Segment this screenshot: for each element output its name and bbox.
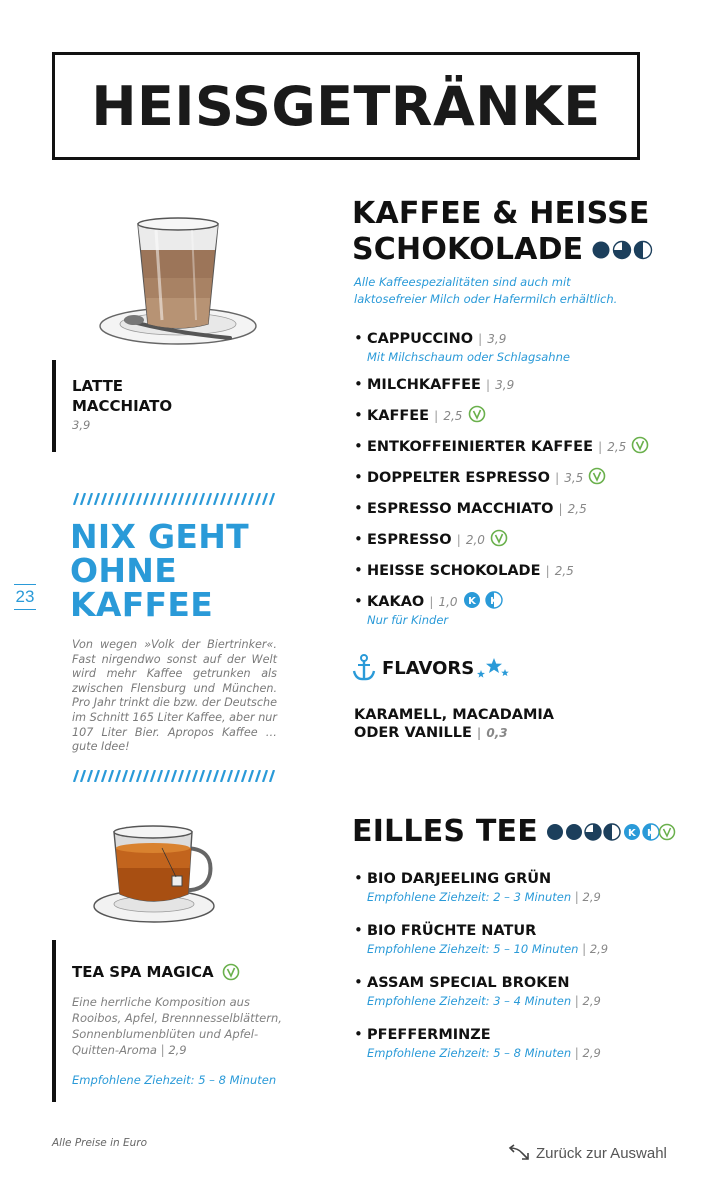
item-name: ESPRESSO xyxy=(367,532,452,548)
slash-divider-bottom xyxy=(72,770,277,782)
nix-title-line1: NIX GEHT xyxy=(70,517,249,556)
tea-menu-list xyxy=(354,868,608,1076)
item-name: DOPPELTER ESPRESSO xyxy=(367,470,550,486)
vegan-icon xyxy=(468,405,486,423)
price-currency-note: Alle Preise in Euro xyxy=(52,1137,148,1149)
item-name: ESPRESSO MACCHIATO xyxy=(367,501,554,517)
item-price: 3,5 xyxy=(564,471,584,485)
tea-section-title: EILLES TEE xyxy=(352,814,538,849)
svg-text:K: K xyxy=(489,596,498,607)
item-steep: Empfohlene Ziehzeit: 5 – 10 Minuten xyxy=(367,942,579,956)
price-separator: | xyxy=(456,533,461,547)
item-name: BIO DARJEELING GRÜN xyxy=(367,871,552,887)
price-separator: | xyxy=(160,1043,165,1057)
item-price: 1,0 xyxy=(438,595,458,609)
menu-item-cappuccino xyxy=(354,328,649,374)
price-separator: | xyxy=(574,1046,579,1060)
vegan-icon xyxy=(222,963,240,981)
return-arrow-icon xyxy=(508,1144,530,1162)
page-number: 23 xyxy=(14,584,36,610)
price-separator: | xyxy=(582,942,587,956)
nix-title-line2: OHNE xyxy=(70,551,178,590)
vegan-icon xyxy=(631,436,649,454)
price-separator: | xyxy=(434,409,439,423)
flavors-line2: ODER VANILLE xyxy=(354,725,472,741)
tea-spa-magica-block xyxy=(52,940,296,1102)
item-steep: Empfohlene Ziehzeit: 2 – 3 Minuten xyxy=(367,890,572,904)
latte-price: 3,9 xyxy=(72,418,91,432)
title-box xyxy=(52,52,640,160)
menu-item-entkoffeinierter-kaffee xyxy=(354,436,649,467)
menu-item-assam xyxy=(354,972,608,1024)
item-steep: Empfohlene Ziehzeit: 5 – 8 Minuten xyxy=(367,1046,572,1060)
price-separator: | xyxy=(429,595,434,609)
menu-item-bio-fruechte xyxy=(354,920,608,972)
menu-item-heisse-schokolade xyxy=(354,560,649,591)
svg-text:K: K xyxy=(646,828,655,839)
anchor-icon xyxy=(352,654,376,682)
latte-name-line1: LATTE xyxy=(72,377,124,395)
item-name: BIO FRÜCHTE NATUR xyxy=(367,923,537,939)
item-note: Nur für Kinder xyxy=(367,613,449,627)
page-title: HEISSGETRÄNKE xyxy=(91,74,601,138)
price-separator: | xyxy=(558,502,563,516)
item-name: ASSAM SPECIAL BROKEN xyxy=(367,975,570,991)
nix-geht-ohne-kaffee-title xyxy=(70,517,249,624)
nix-text: Von wegen »Volk der Biertrinker«. Fast nirgendwo sonst auf der Welt wird mehr Kaffee getrunken als zwischen Flensburg und München. Pro Jahr trinkt die bzw. der Deutsche im Schnitt 165 Liter Kaffee, aber nur 107 Liter Bier. Apropos Kaffee … gute Idee! xyxy=(72,638,277,754)
flavors-text xyxy=(354,706,554,742)
menu-item-kaffee xyxy=(354,405,649,436)
menu-item-kakao xyxy=(354,591,649,631)
item-name: ENTKOFFEINIERTER KAFFEE xyxy=(367,439,593,455)
item-steep: Empfohlene Ziehzeit: 3 – 4 Minuten xyxy=(367,994,572,1008)
coffee-section-title xyxy=(352,196,655,268)
slash-divider-top xyxy=(72,493,277,505)
item-price: 2,5 xyxy=(554,564,574,578)
latte-macchiato-illustration xyxy=(98,208,264,350)
kids-icons xyxy=(463,591,505,609)
flavors-line2-row xyxy=(354,724,554,742)
item-price: 2,5 xyxy=(567,502,587,516)
latte-name-line2: MACCHIATO xyxy=(72,397,173,415)
flavors-line1: KARAMELL, MACADAMIA xyxy=(354,707,555,723)
item-price: 2,9 xyxy=(589,942,609,956)
price-separator: | xyxy=(478,332,483,346)
item-name: MILCHKAFFEE xyxy=(367,377,481,393)
item-name: HEISSE SCHOKOLADE xyxy=(367,563,541,579)
tea-section-title-row xyxy=(352,814,676,850)
nix-title-line3: KAFFEE xyxy=(70,585,214,624)
price-separator: | xyxy=(486,378,491,392)
coffee-note-line1: Alle Kaffeespezialitäten sind auch mit xyxy=(354,275,571,289)
price-separator: | xyxy=(598,440,603,454)
coffee-title-line2-row xyxy=(352,232,655,268)
menu-item-milchkaffee xyxy=(354,374,649,405)
tea-attribute-icons xyxy=(546,822,676,842)
item-steep-row xyxy=(367,993,608,1009)
item-price: 2,9 xyxy=(582,1046,601,1060)
item-price: 2,9 xyxy=(582,994,601,1008)
back-to-selection-link[interactable] xyxy=(508,1144,667,1162)
caffeine-level-icons xyxy=(591,240,655,260)
item-price: 3,9 xyxy=(487,332,507,346)
price-separator: | xyxy=(545,564,550,578)
flavors-title: FLAVORS xyxy=(382,657,475,679)
flavors-price: 0,3 xyxy=(486,726,508,740)
coffee-title-line2: SCHOKOLADE xyxy=(352,232,584,267)
item-price: 3,9 xyxy=(495,378,515,392)
tea-spa-name: TEA SPA MAGICA xyxy=(72,963,214,981)
tea-spa-name-row xyxy=(72,962,296,982)
item-price: 2,5 xyxy=(443,409,463,423)
item-name: KAKAO xyxy=(367,594,425,610)
vegan-icon xyxy=(588,467,606,485)
item-name: CAPPUCCINO xyxy=(367,331,474,347)
item-price: 2,0 xyxy=(465,533,485,547)
tea-spa-price: 2,9 xyxy=(168,1043,187,1057)
menu-item-bio-darjeeling xyxy=(354,868,608,920)
item-price: 2,5 xyxy=(607,440,627,454)
item-steep-row xyxy=(367,889,608,905)
coffee-note-line2: laktosefreier Milch oder Hafermilch erhältlich. xyxy=(354,292,618,306)
menu-item-doppelter-espresso xyxy=(354,467,649,498)
coffee-menu-list xyxy=(354,328,649,631)
price-separator: | xyxy=(574,890,579,904)
item-steep-row xyxy=(367,1045,608,1061)
item-steep-row xyxy=(367,941,608,957)
item-price: 2,9 xyxy=(582,890,601,904)
menu-item-espresso-macchiato xyxy=(354,498,649,529)
item-name: PFEFFERMINZE xyxy=(367,1027,491,1043)
svg-text:K: K xyxy=(467,596,476,607)
vegan-icon xyxy=(490,529,508,547)
menu-item-espresso xyxy=(354,529,649,560)
tea-spa-steep-time: Empfohlene Ziehzeit: 5 – 8 Minuten xyxy=(72,1073,277,1087)
latte-macchiato-block xyxy=(52,360,172,452)
coffee-title-line1: KAFFEE & HEISSE xyxy=(352,196,650,231)
item-name: KAFFEE xyxy=(367,408,430,424)
price-separator: | xyxy=(555,471,560,485)
svg-text:K: K xyxy=(627,828,636,839)
tea-spa-description: Eine herrliche Komposition aus Rooibos, Apfel, Brennnesselblättern, Sonnenblumenblüten und Apfel-Quitten-Aroma xyxy=(72,995,282,1057)
flavors-header xyxy=(352,652,510,684)
item-note: Mit Milchschaum oder Schlagsahne xyxy=(367,350,570,364)
stars-icon xyxy=(476,656,510,680)
price-separator: | xyxy=(574,994,579,1008)
back-label[interactable]: Zurück zur Auswahl xyxy=(536,1144,667,1162)
menu-item-pfefferminze xyxy=(354,1024,608,1076)
price-separator: | xyxy=(476,726,482,740)
tea-spa-description-block xyxy=(72,994,292,1058)
coffee-section-note xyxy=(354,274,617,308)
tea-cup-illustration xyxy=(92,822,220,926)
